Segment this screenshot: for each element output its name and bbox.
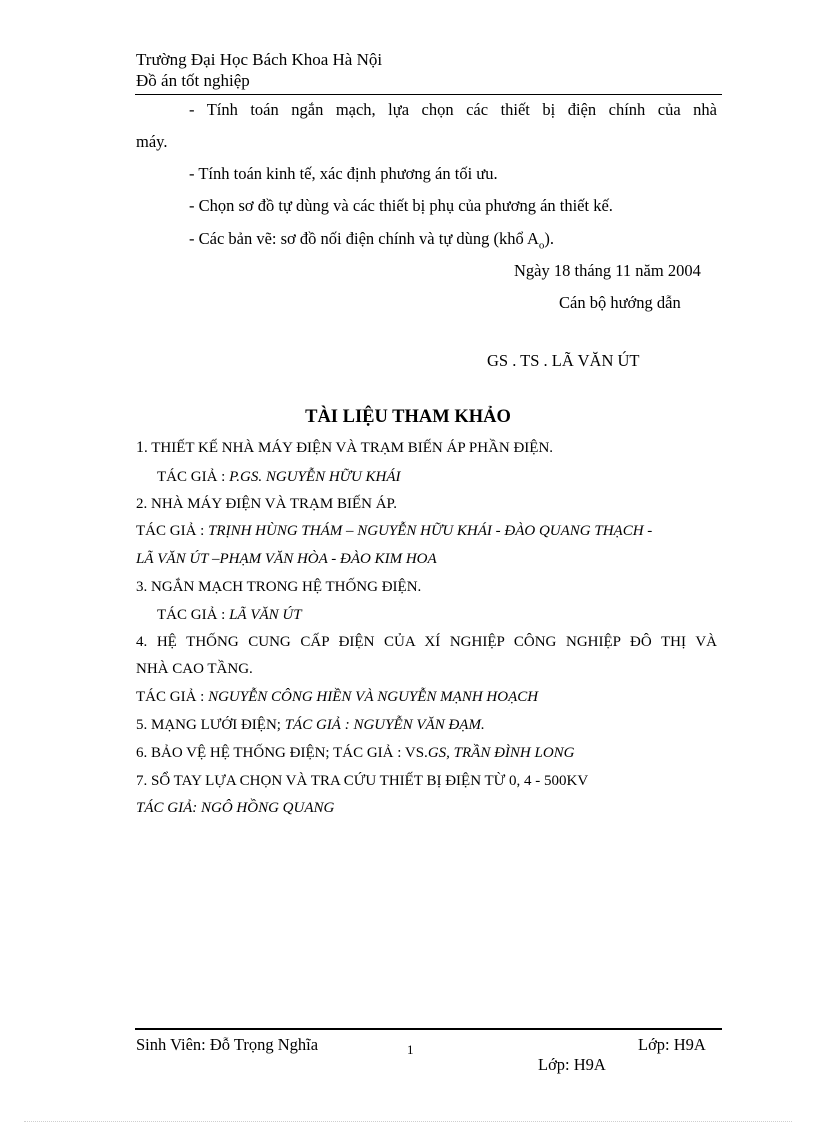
references-title: TÀI LIỆU THAM KHẢO	[305, 407, 511, 427]
header-rule	[135, 94, 722, 95]
signoff-name: GS . TS . LÃ VĂN ÚT	[487, 351, 640, 370]
reference-5-title: 5. MẠNG LƯỚI ĐIỆN;	[136, 717, 285, 733]
reference-7-title: 7. SỔ TAY LỰA CHỌN VÀ TRA CỨU THIẾT BỊ ĐIỆN TỪ 0, 4 - 500KV	[136, 773, 589, 789]
reference-1-title: . THIẾT KẾ NHÀ MÁY ĐIỆN VÀ TRẠM BIẾN ÁP PHẦN ĐIỆN.	[144, 440, 554, 456]
reference-3-title: 3. NGẮN MẠCH TRONG HỆ THỐNG ĐIỆN.	[136, 579, 422, 595]
author-label: TÁC GIẢ :	[136, 523, 209, 539]
header-university: Trường Đại Học Bách Khoa Hà Nội	[136, 50, 383, 69]
author-name: NGUYỄN CÔNG HIỀN VÀ NGUYỄN MẠNH HOẠCH	[208, 689, 539, 705]
author-name: P.GS. NGUYỄN HỮU KHÁI	[229, 469, 401, 485]
footer-rule	[135, 1028, 722, 1030]
author-name: LÃ VĂN ÚT –PHẠM VĂN HÒA - ĐÀO KIM HOA	[136, 551, 437, 567]
reference-6-title: 6. BẢO VỆ HỆ THỐNG ĐIỆN; TÁC GIẢ : VS.	[136, 745, 428, 761]
task-item-2: - Tính toán kinh tế, xác định phương án tối ưu.	[189, 164, 498, 183]
page-break-line	[24, 1121, 792, 1122]
reference-1	[136, 439, 553, 457]
task-item-4-text: - Các bản vẽ: sơ đồ nối điện chính và tự dùng (khổ A	[189, 229, 539, 248]
author-name: LÃ VĂN ÚT	[229, 607, 302, 623]
task-item-3: - Chọn sơ đồ tự dùng và các thiết bị phụ của phương án thiết kế.	[189, 196, 613, 215]
reference-6	[136, 745, 575, 762]
reference-1-number: 1	[136, 439, 144, 456]
footer-class: Lớp: H9A	[638, 1035, 706, 1054]
task-item-4	[189, 229, 554, 251]
reference-3-author	[157, 607, 302, 624]
page-number: 1	[407, 1042, 414, 1057]
author-name: TRỊNH HÙNG THÁM – NGUYỄN HỮU KHÁI - ĐÀO QUANG THẠCH -	[208, 523, 653, 539]
signoff-date: Ngày 18 tháng 11 năm 2004	[514, 261, 701, 280]
task-item-4-end: ).	[544, 229, 555, 248]
author-label: TÁC GIẢ :	[157, 607, 230, 623]
author-label: TÁC GIẢ :	[136, 689, 209, 705]
reference-4-title: 4. HỆ THỐNG CUNG CẤP ĐIỆN CỦA XÍ NGHIỆP CÔNG NGHIỆP ĐÔ THỊ VÀ	[136, 634, 717, 650]
reference-2-author-cont	[136, 551, 437, 568]
task-item-4-subscript: o	[538, 239, 545, 252]
footer-class-duplicate: Lớp: H9A	[538, 1055, 606, 1074]
signoff-role: Cán bộ hướng dẫn	[559, 293, 681, 312]
author-name: TÁC GIẢ: NGÔ HỒNG QUANG	[136, 800, 335, 816]
reference-4-title-cont: NHÀ CAO TẦNG.	[136, 661, 253, 677]
reference-2-title: 2. NHÀ MÁY ĐIỆN VÀ TRẠM BIẾN ÁP.	[136, 496, 397, 512]
task-item-1: - Tính toán ngắn mạch, lựa chọn các thiết bị điện chính của nhà	[189, 100, 717, 119]
task-item-1-cont: máy.	[136, 132, 168, 151]
reference-5	[136, 717, 485, 734]
author-name: TÁC GIẢ : NGUYỄN VĂN ĐẠM.	[284, 717, 485, 733]
reference-4-author	[136, 689, 538, 706]
reference-2-author	[136, 523, 652, 540]
header-project: Đồ án tốt nghiệp	[136, 71, 250, 90]
author-label: TÁC GIẢ :	[157, 469, 230, 485]
reference-7-author	[136, 800, 334, 817]
author-name: GS, TRẦN ĐÌNH LONG	[427, 745, 575, 761]
footer-student: Sinh Viên: Đỗ Trọng Nghĩa	[136, 1035, 319, 1054]
reference-1-author	[157, 469, 401, 486]
